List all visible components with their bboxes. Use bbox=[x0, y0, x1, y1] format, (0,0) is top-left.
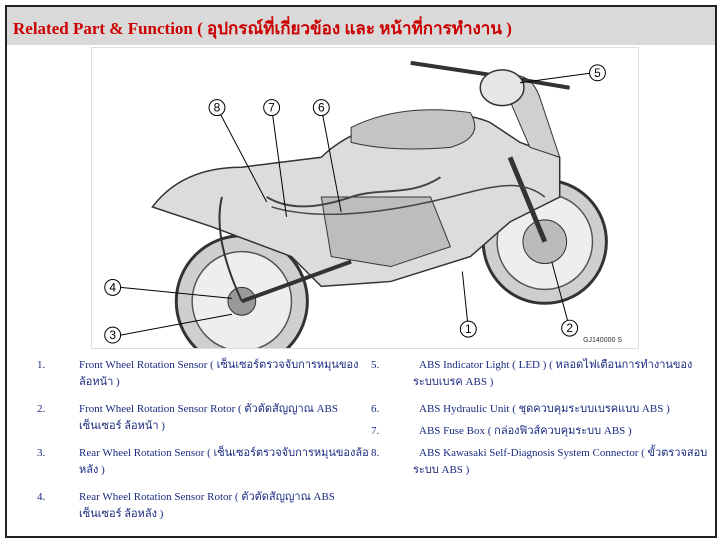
callout-1-label: 1 bbox=[464, 322, 472, 337]
part-number: 5. bbox=[371, 359, 380, 371]
slide-frame bbox=[5, 5, 717, 538]
title-bar bbox=[7, 7, 715, 45]
callout-4-label: 4 bbox=[109, 280, 116, 295]
motorcycle-illustration bbox=[92, 48, 638, 348]
part-number: 3. bbox=[37, 447, 46, 459]
slide-title: Related Part & Function ( อุปกรณ์ที่เกี่ยวข้อง และ หน้าที่การทำงาน ) bbox=[13, 19, 512, 38]
part-number: 6. bbox=[371, 403, 380, 415]
figure-code: GJ140000 S bbox=[583, 337, 622, 344]
part-description: ABS Kawasaki Self-Diagnosis System Connector ( ขั้วตรวจสอบระบบ ABS ) bbox=[413, 447, 708, 476]
callout-8-label: 8 bbox=[213, 100, 221, 115]
part-number: 2. bbox=[37, 403, 46, 415]
part-number: 4. bbox=[37, 491, 46, 503]
part-description: Rear Wheel Rotation Sensor ( เซ็นเซอร์ตรวจจับการหมุนของล้อหลัง ) bbox=[79, 447, 369, 476]
callout-5-label: 5 bbox=[594, 65, 601, 80]
part-description: Front Wheel Rotation Sensor Rotor ( ตัวตัดสัญญาณ ABS เซ็นเซอร์ ล้อหน้า ) bbox=[79, 403, 338, 432]
part-description: Rear Wheel Rotation Sensor Rotor ( ตัวตัดสัญญาณ ABS เซ็นเซอร์ ล้อหลัง ) bbox=[79, 491, 335, 520]
part-description: Front Wheel Rotation Sensor ( เซ็นเซอร์ตรวจจับการหมุนของล้อหน้า ) bbox=[79, 359, 359, 388]
callout-2-label: 2 bbox=[566, 321, 573, 336]
callout-3-label: 3 bbox=[109, 328, 116, 343]
motorcycle-diagram bbox=[91, 47, 639, 349]
part-number: 1. bbox=[37, 359, 46, 371]
part-description: ABS Hydraulic Unit ( ชุดควบคุมระบบเบรคแบบ ABS ) bbox=[419, 403, 670, 415]
part-description: ABS Fuse Box ( กล่องฟิวส์ควบคุมระบบ ABS ) bbox=[419, 425, 632, 437]
part-number: 7. bbox=[371, 425, 380, 437]
part-number: 8. bbox=[371, 447, 380, 459]
callout-7-label: 7 bbox=[268, 100, 275, 115]
callout-6-label: 6 bbox=[317, 100, 325, 115]
part-description: ABS Indicator Light ( LED ) ( หลอดไฟเตือนการทำงานของระบบเบรค ABS ) bbox=[413, 359, 693, 388]
